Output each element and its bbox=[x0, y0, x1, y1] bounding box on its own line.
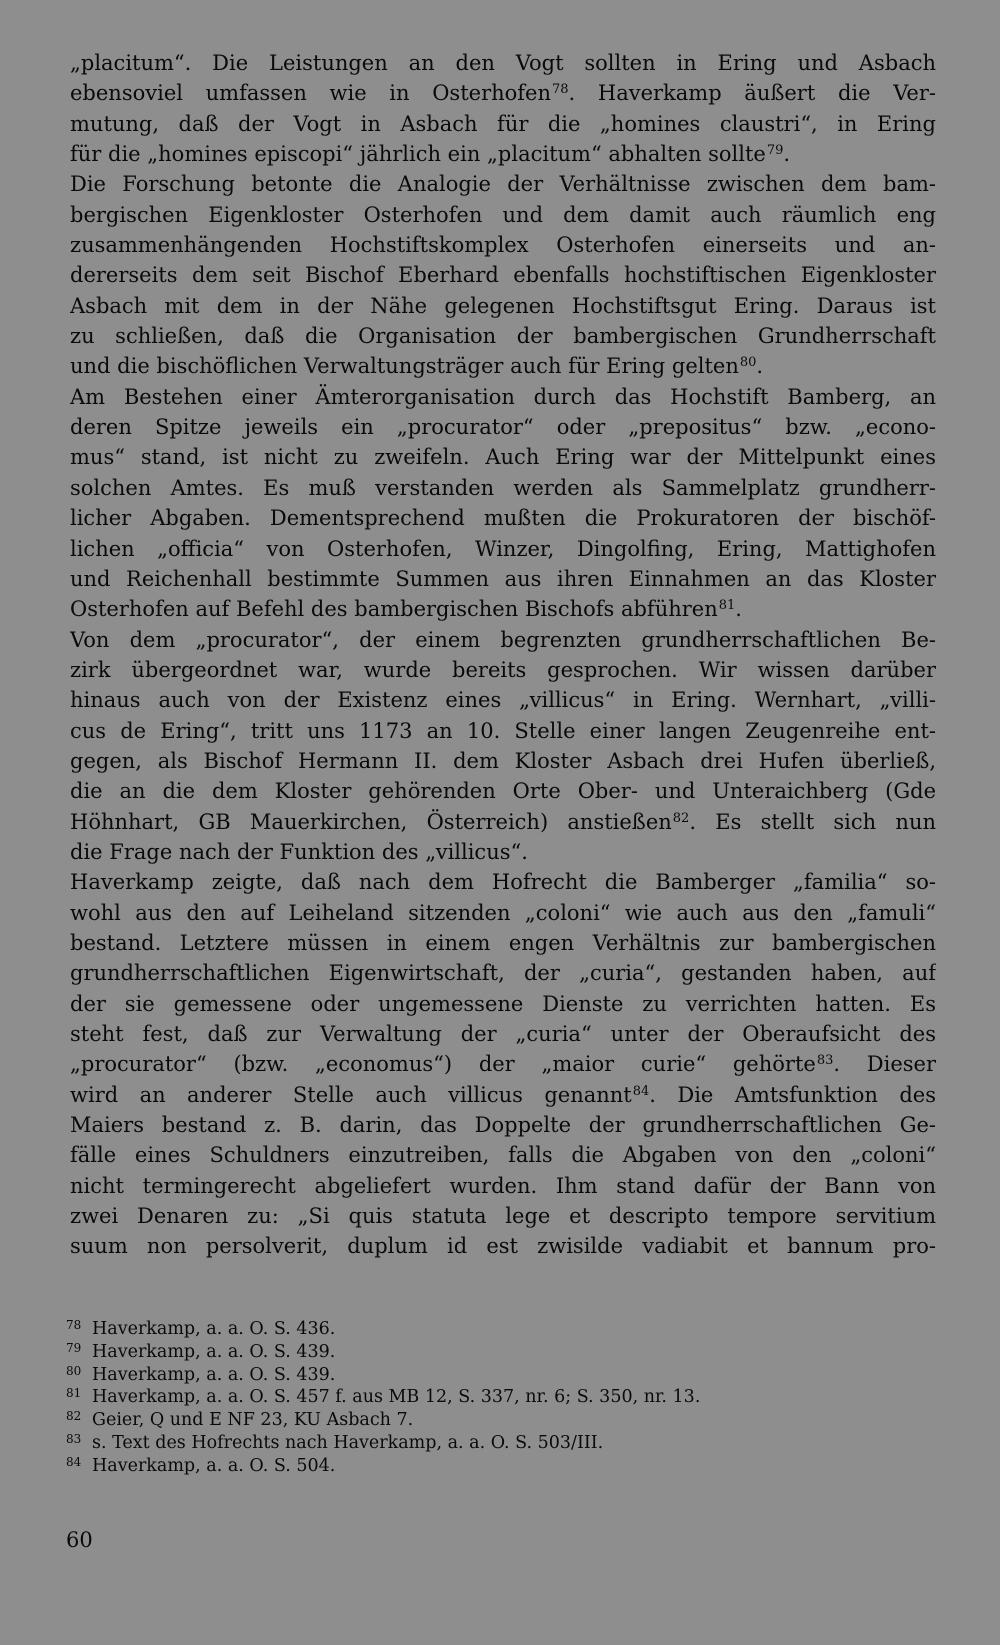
text-line bbox=[70, 1231, 936, 1261]
footnote-reference[interactable]: 84 bbox=[632, 1083, 650, 1099]
text-line-content: und Reichenhall bestimmte Summen aus ihren Einnahmen an das Kloster bbox=[70, 566, 936, 591]
text-line bbox=[70, 746, 936, 776]
text-line-content: zu schließen, daß die Organisation der bambergischen Grundherrschaft bbox=[70, 324, 936, 349]
text-line bbox=[70, 867, 936, 897]
text-line bbox=[70, 655, 936, 685]
text-line-content: „procurator“ (bzw. „economus“) der „maior curie“ gehörte bbox=[70, 1052, 816, 1077]
text-line bbox=[70, 594, 936, 624]
text-line-content: Maiers bestand z. B. darin, das Doppelte der grundherrschaftlichen Ge- bbox=[70, 1113, 936, 1138]
text-line bbox=[70, 78, 936, 108]
text-line-content: cus de Ering“, tritt uns 1173 an 10. Stelle einer langen Zeugenreihe ent- bbox=[70, 718, 936, 743]
footnote: 80 Haverkamp, a. a. O. S. 439. bbox=[66, 1363, 336, 1385]
text-line-content: wird an anderer Stelle auch villicus genannt bbox=[70, 1082, 632, 1107]
footnote: 79 Haverkamp, a. a. O. S. 439. bbox=[66, 1340, 336, 1362]
text-line bbox=[70, 169, 936, 199]
text-line bbox=[70, 1049, 936, 1079]
text-line bbox=[70, 837, 936, 867]
text-line bbox=[70, 412, 936, 442]
text-line-content: solchen Amtes. Es muß verstanden werden als Sammelplatz grundherr- bbox=[70, 475, 936, 500]
footnote-text: Geier, Q und E NF 23, KU Asbach 7. bbox=[92, 1410, 414, 1431]
page-number: 60 bbox=[66, 1528, 93, 1552]
text-line bbox=[70, 473, 936, 503]
text-line-content: mutung, daß der Vogt in Asbach für die „homines claustri“, in Ering bbox=[70, 111, 936, 136]
footnote: 82 Geier, Q und E NF 23, KU Asbach 7. bbox=[66, 1409, 414, 1431]
text-line-continuation: . bbox=[783, 142, 791, 167]
text-line-continuation: . Es stellt sich nun bbox=[689, 809, 936, 834]
text-line-content: Von dem „procurator“, der einem begrenzten grundherrschaftlichen Be- bbox=[70, 627, 936, 652]
text-line bbox=[70, 1110, 936, 1140]
text-line-content: zusammenhängenden Hochstiftskomplex Osterhofen einerseits und an- bbox=[70, 233, 936, 258]
text-line-content: deren Spitze jeweils ein „procurator“ oder „prepositus“ bzw. „econo- bbox=[70, 415, 936, 440]
text-line-content: Asbach mit dem in der Nähe gelegenen Hochstiftsgut Ering. Daraus ist bbox=[70, 293, 936, 318]
footnote-reference[interactable]: 82 bbox=[672, 810, 690, 826]
text-line-content: gegen, als Bischof Hermann II. dem Kloster Asbach drei Hufen überließ, bbox=[70, 748, 936, 773]
text-line-content: mus“ stand, ist nicht zu zweifeln. Auch Ering war der Mittelpunkt eines bbox=[70, 445, 936, 470]
text-line bbox=[70, 1171, 936, 1201]
text-line-continuation: . Die Amtsfunktion des bbox=[649, 1082, 936, 1107]
text-line-content: der sie gemessene oder ungemessene Dienste zu verrichten hatten. Es bbox=[70, 991, 936, 1016]
text-line-content: ebensoviel umfassen wie in Osterhofen bbox=[70, 81, 551, 106]
body-text bbox=[70, 48, 936, 1262]
text-line bbox=[70, 716, 936, 746]
footnote-reference[interactable]: 81 bbox=[718, 598, 736, 614]
text-line-content: grundherrschaftlichen Eigenwirtschaft, der „curia“, gestanden haben, auf bbox=[70, 961, 936, 986]
text-line bbox=[70, 534, 936, 564]
text-line bbox=[70, 139, 936, 169]
text-line-continuation: . bbox=[756, 354, 764, 379]
text-line bbox=[70, 48, 936, 78]
text-line-content: bestand. Letztere müssen in einem engen Verhältnis zur bambergischen bbox=[70, 930, 936, 955]
text-line bbox=[70, 625, 936, 655]
text-line-content: und die bischöflichen Verwaltungsträger auch für Ering gelten bbox=[70, 354, 739, 379]
text-line bbox=[70, 503, 936, 533]
footnote-text: Haverkamp, a. a. O. S. 504. bbox=[92, 1455, 336, 1476]
text-line-content: „placitum“. Die Leistungen an den Vogt sollten in Ering und Asbach bbox=[70, 51, 936, 75]
text-line-content: fälle eines Schuldners einzutreiben, falls die Abgaben von den „coloni“ bbox=[70, 1143, 936, 1168]
text-line bbox=[70, 1019, 936, 1049]
text-line-content: Höhnhart, GB Mauerkirchen, Österreich) anstießen bbox=[70, 809, 672, 834]
text-line-content: nicht termingerecht abgeliefert wurden. Ihm stand dafür der Bann von bbox=[70, 1173, 936, 1198]
text-line-content: die an die dem Kloster gehörenden Orte Ober- und Unteraichberg (Gde bbox=[70, 779, 936, 804]
text-line-content: für die „homines episcopi“ jährlich ein „placitum“ abhalten sollte bbox=[70, 142, 766, 167]
footnote-text: Haverkamp, a. a. O. S. 439. bbox=[92, 1341, 336, 1362]
text-line bbox=[70, 291, 936, 321]
text-line bbox=[70, 1080, 936, 1110]
footnote-reference[interactable]: 83 bbox=[816, 1053, 834, 1069]
footnote-reference[interactable]: 78 bbox=[552, 82, 569, 98]
text-line bbox=[70, 230, 936, 260]
text-line bbox=[70, 200, 936, 230]
text-line bbox=[70, 260, 936, 290]
text-line-continuation: . Dieser bbox=[833, 1052, 936, 1077]
text-line-content: Am Bestehen einer Ämterorganisation durch das Hochstift Bamberg, an bbox=[70, 384, 936, 409]
text-line bbox=[70, 958, 936, 988]
text-line bbox=[70, 807, 936, 837]
text-line-content: die Frage nach der Funktion des „villicus“. bbox=[70, 839, 528, 864]
text-line bbox=[70, 1201, 936, 1231]
text-line-content: zwei Denaren zu: „Si quis statuta lege et descripto tempore servitium bbox=[70, 1204, 936, 1229]
text-line-content: bergischen Eigenkloster Osterhofen und dem damit auch räumlich eng bbox=[70, 202, 936, 227]
footnote-text: Haverkamp, a. a. O. S. 457 f. aus MB 12, S. 337, nr. 6; S. 350, nr. 13. bbox=[92, 1387, 701, 1408]
footnote-text: Haverkamp, a. a. O. S. 436. bbox=[92, 1319, 336, 1339]
text-line bbox=[70, 1140, 936, 1170]
footnote: 83 s. Text des Hofrechts nach Haverkamp, a. a. O. S. 503/III. bbox=[66, 1431, 604, 1453]
text-line-continuation: . Haverkamp äußert die Ver- bbox=[568, 81, 936, 106]
text-line-content: dererseits dem seit Bischof Eberhard ebenfalls hochstiftischen Eigenkloster bbox=[70, 263, 936, 288]
text-line bbox=[70, 351, 936, 381]
footnote: 81 Haverkamp, a. a. O. S. 457 f. aus MB 12, S. 337, nr. 6; S. 350, nr. 13. bbox=[66, 1386, 701, 1408]
text-line bbox=[70, 928, 936, 958]
footnote-reference[interactable]: 79 bbox=[766, 143, 784, 159]
text-line bbox=[70, 685, 936, 715]
text-line-content: Osterhofen auf Befehl des bambergischen Bischofs abführen bbox=[70, 597, 718, 622]
text-line bbox=[70, 898, 936, 928]
text-line bbox=[70, 321, 936, 351]
footnote-text: Haverkamp, a. a. O. S. 439. bbox=[92, 1364, 336, 1385]
text-line-content: Haverkamp zeigte, daß nach dem Hofrecht die Bamberger „familia“ so- bbox=[70, 870, 936, 895]
text-line bbox=[70, 564, 936, 594]
text-line bbox=[70, 442, 936, 472]
footnote: 78 Haverkamp, a. a. O. S. 436. bbox=[66, 1318, 336, 1339]
text-line-content: suum non persolverit, duplum id est zwisilde vadiabit et bannum pro- bbox=[70, 1234, 936, 1259]
text-line-content: licher Abgaben. Dementsprechend mußten die Prokuratoren der bischöf- bbox=[70, 506, 936, 531]
text-line bbox=[70, 109, 936, 139]
text-line-content: Die Forschung betonte die Analogie der Verhältnisse zwischen dem bam- bbox=[70, 172, 936, 197]
text-line bbox=[70, 776, 936, 806]
text-line-content: wohl aus den auf Leiheland sitzenden „coloni“ wie auch aus den „famuli“ bbox=[70, 900, 936, 925]
text-line-content: lichen „officia“ von Osterhofen, Winzer, Dingolfing, Ering, Mattighofen bbox=[70, 536, 936, 561]
footnote: 84 Haverkamp, a. a. O. S. 504. bbox=[66, 1454, 336, 1476]
text-line bbox=[70, 382, 936, 412]
footnote-reference[interactable]: 80 bbox=[739, 355, 757, 371]
text-line bbox=[70, 989, 936, 1019]
footnote-text: s. Text des Hofrechts nach Haverkamp, a. a. O. S. 503/III. bbox=[92, 1432, 604, 1453]
text-line-content: hinaus auch von der Existenz eines „villicus“ in Ering. Wernhart, „villi- bbox=[70, 688, 936, 713]
text-line-continuation: . bbox=[735, 597, 742, 622]
footnotes bbox=[66, 1318, 936, 1478]
text-line-content: zirk übergeordnet war, wurde bereits gesprochen. Wir wissen darüber bbox=[70, 657, 936, 682]
text-line-content: steht fest, daß zur Verwaltung der „curia“ unter der Oberaufsicht des bbox=[70, 1022, 936, 1046]
